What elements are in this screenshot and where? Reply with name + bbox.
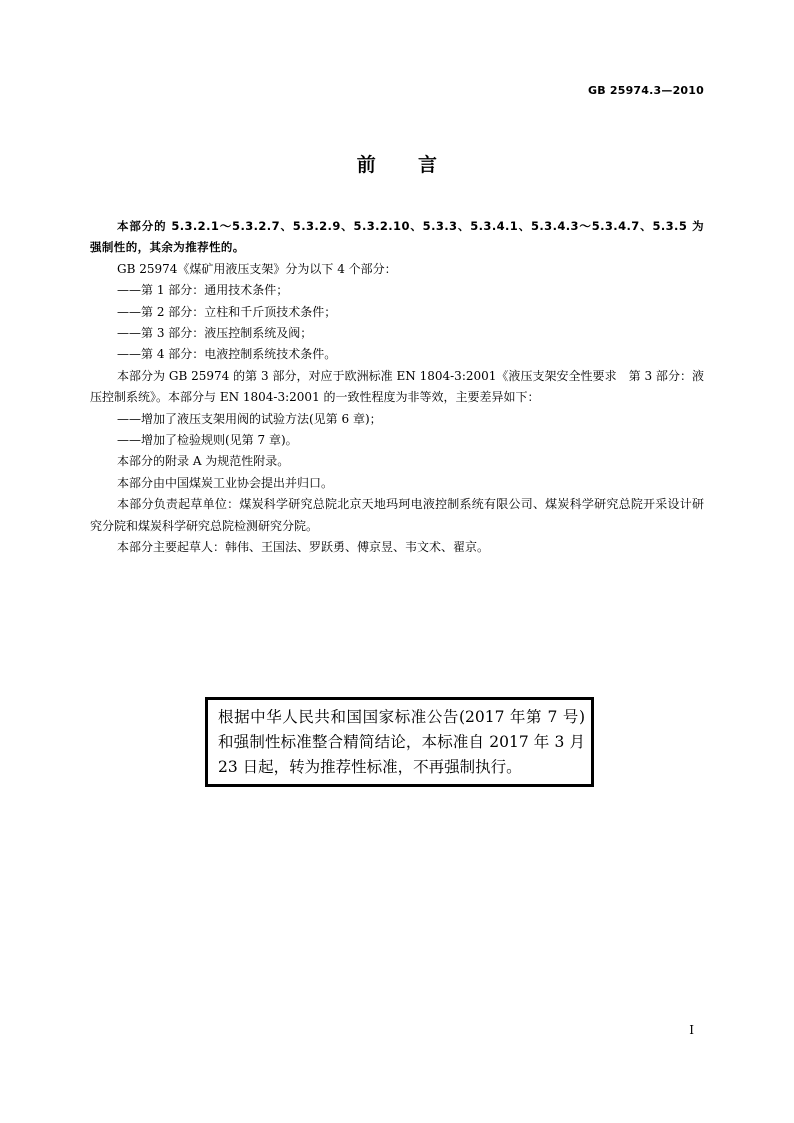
page-title <box>0 150 794 177</box>
notice-text: 根据中华人民共和国国家标准公告(2017 年第 7 号)和强制性标准整合精简结论，本标准自 2017 年 3 月 23 日起，转为推荐性标准，不再强制执行。 <box>218 708 585 776</box>
title-char-1: 前 <box>356 154 376 176</box>
annex-paragraph: 本部分的附录 A 为规范性附录。 <box>117 454 290 469</box>
page-number: I <box>689 1023 694 1037</box>
title-char-2: 言 <box>418 154 438 176</box>
notice-box <box>205 697 594 787</box>
drafters-paragraph: 本部分主要起草人：韩伟、王国法、罗跃勇、傅京昱、韦文术、翟京。 <box>117 540 490 555</box>
parts-intro-paragraph: GB 25974《煤矿用液压支架》分为以下 4 个部分： <box>117 261 397 276</box>
list-item: ——第 1 部分：通用技术条件； <box>117 283 289 298</box>
list-item: ——第 3 部分：液压控制系统及阀； <box>117 326 313 341</box>
list-item: ——第 4 部分：电液控制系统技术条件。 <box>117 347 337 362</box>
list-item: ——增加了液压支架用阀的试验方法(见第 6 章)； <box>117 411 382 426</box>
standard-number: GB 25974.3—2010 <box>588 84 704 97</box>
proposer-paragraph: 本部分由中国煤炭工业协会提出并归口。 <box>117 475 334 490</box>
foreword-body <box>90 216 704 559</box>
list-item: ——增加了检验规则(见第 7 章)。 <box>117 433 298 448</box>
correspondence-paragraph: 本部分为 GB 25974 的第 3 部分，对应于欧洲标准 EN 1804-3:2001《液压支架安全性要求 第 3 部分：液压控制系统》。本部分与 EN 1804-3:2001 的一致性程度为非等效，主要差异如下： <box>90 368 704 405</box>
list-item: ——第 2 部分：立柱和千斤顶技术条件； <box>117 304 337 319</box>
mandatory-clause-paragraph: 本部分的 5.3.2.1～5.3.2.7、5.3.2.9、5.3.2.10、5.3.3、5.3.4.1、5.3.4.3～5.3.4.7、5.3.5 为强制性的，其余为推荐性的。 <box>90 219 704 255</box>
drafting-units-paragraph: 本部分负责起草单位：煤炭科学研究总院北京天地玛珂电液控制系统有限公司、煤炭科学研究总院开采设计研究分院和煤炭科学研究总院检测研究分院。 <box>90 497 704 533</box>
